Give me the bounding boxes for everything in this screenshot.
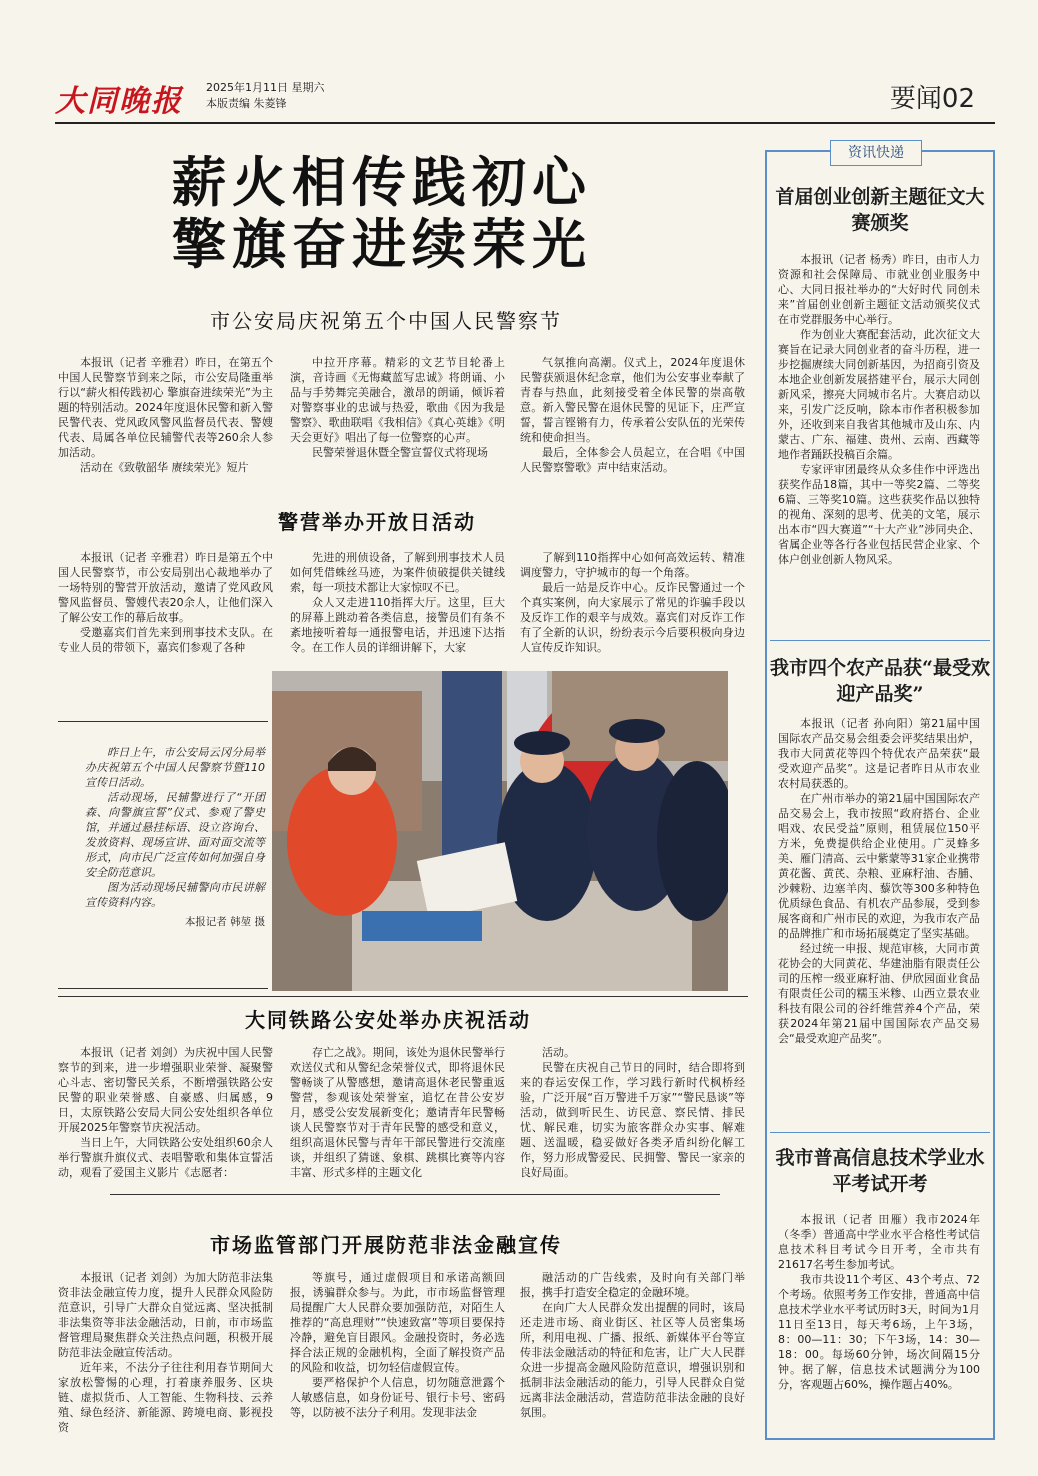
paragraph: 昨日上午，市公安局云冈分局举办庆祝第五个中国人民警察节暨110宣传日活动。 [85, 746, 265, 789]
paragraph: 活动现场，民辅警进行了“开团森、向警旗宣誓”仪式、参观了警史馆，并通过悬挂标语、设立咨询台、发放资料、现场宣讲、面对面交流等形式，向市民广泛宣传如何加强自身安全防范意识。 [85, 791, 265, 879]
page-label: 要闻02 [889, 84, 975, 114]
paragraph: 中拉开序幕。精彩的文艺节目轮番上演，音诗画《无悔藏蓝写忠诚》将朗诵、小品与手势舞完美融合，激昂的朗诵，倾诉着对警察事业的忠诚与热爱，歌曲《因为我是警察》、歌曲联唱《我相信》《真心英雄》《明天会更好》唱出了每一位警察的心声。 [290, 356, 505, 444]
sidebar-story3-body [778, 1212, 980, 1427]
caption-top-rule [58, 721, 268, 722]
lead-col-1-text [58, 355, 273, 475]
railway-col-2 [290, 1045, 505, 1185]
sidebar-story1-title: 首届创业创新主题征文大赛颁奖 [775, 186, 985, 234]
open-day-col-2-text [290, 550, 505, 655]
finance-col-2-text [290, 1270, 505, 1420]
paragraph: 作为创业大赛配套活动，此次征文大赛旨在记录大同创业者的奋斗历程，进一步挖掘赓续大同创新基因，为招商引资及本地企业创新发展搭建平台，展示大同创新风采，擦亮大同城市名片。大赛启动以来，引发广泛反响，除本市作者积极参加外，还收到来自我省其他城市及山东、内蒙古、广东、福建、贵州、云南、西藏等地作者踊跃投稿百余篇。 [778, 328, 980, 461]
paragraph: 本报讯（记者 辛雅君）昨日，在第五个中国人民警察节到来之际，市公安局隆重举行以“薪火相传践初心 擎旗奋进续荣光”为主题的特别活动。2024年度退休民警和新入警民警代表、党风政风警风监督员代表、警嫂代表、局属各单位民辅警代表等260余人参加活动。 [58, 356, 273, 459]
sidebar-rule-2 [770, 1132, 990, 1133]
open-day-col-2 [290, 550, 505, 665]
paragraph: 等旗号，通过虚假项目和承诺高额回报，诱骗群众参与。为此，市市场监督管理局提醒广大人民群众要加强防范，对陌生人推荐的“高息理财”“快速致富”等项目要保持冷静，避免盲目跟风。金融投资时，务必选择合法正规的金融机构，全面了解投资产品的风险和收益，切勿轻信虚假宣传。 [290, 1271, 505, 1374]
newspaper-logo: 大同晚报 [55, 84, 183, 119]
photo-illustration [272, 671, 728, 991]
sidebar-story1-body [778, 252, 980, 632]
photo-credit: 本报记者 韩堃 摄 [184, 916, 265, 928]
masthead [55, 70, 995, 120]
sidebar-story3-text [778, 1212, 980, 1392]
lead-col-2 [290, 355, 505, 485]
paragraph: 本报讯（记者 杨秀）昨日，由市人力资源和社会保障局、市就业创业服务中心、大同日报社举办的“大好时代 同创未来”首届创业创新主题征文活动颁奖仪式在市党群服务中心举行。 [778, 253, 980, 326]
lead-title-line1: 薪火相传践初心 [172, 150, 592, 214]
open-day-col-1 [58, 550, 273, 665]
paragraph: 经过统一申报、规范审核，大同市黄花协会的大同黄花、华建油脂有限责任公司的压榨一级亚麻籽油、伊欣园面业食品有限责任公司的糯玉米糁、山西立景农业科技有限公司的谷纤维营养4个产品，荣获2024年第21届中国国际农产品交易会“最受欢迎产品奖”。 [778, 942, 980, 1045]
lead-title-line2: 擎旗奋进续荣光 [172, 212, 592, 276]
railway-col-3 [520, 1045, 745, 1185]
paragraph: 最后，全体参会人员起立，在合唱《中国人民警察警歌》声中结束活动。 [520, 446, 745, 474]
paragraph: 最后一站是反诈中心。反诈民警通过一个个真实案例，向大家展示了常见的诈骗手段以及反诈工作的艰辛与成效。嘉宾们对反诈工作有了全新的认识，纷纷表示今后要积极向身边人宣传反诈知识。 [520, 581, 745, 654]
paragraph: 在广州市举办的第21届中国国际农产品交易会上，我市按照“政府搭台、企业唱戏、农民受益”原则，租赁展位150平方米，免费提供给企业使用。广灵蜂多美、雁门清高、云中紫蒙等31家企业携带黄花酱、黄芪、杂粮、亚麻籽油、杏脯、沙棘粉、边塞羊肉、藜饮等300多种特色优质绿色食品、有机农产品参展，受到参展客商和广州市民的欢迎，为我市农产品的品牌推广和市场拓展奠定了坚实基础。 [778, 792, 980, 940]
lead-col-3-text [520, 355, 745, 475]
paragraph: 融活动的广告线索，及时向有关部门举报，携手打造安全稳定的金融环境。 [520, 1271, 745, 1299]
caption-bottom-rule [58, 988, 268, 989]
paragraph: 民警荣誉退休暨全警宣誓仪式将现场 [312, 446, 488, 459]
open-day-col-3 [520, 550, 745, 665]
sidebar-story2-text [778, 716, 980, 1046]
railway-col-1 [58, 1045, 273, 1185]
paragraph: 本报讯（记者 刘剑）为加大防范非法集资非法金融宣传力度，提升人民群众风险防范意识，引导广大群众自觉远离、坚决抵制非法集资等非法金融活动，日前，市市场监督管理局聚焦群众关注热点问题，积极开展防范非法金融宣传活动。 [58, 1271, 273, 1359]
paragraph: 图为活动现场民辅警向市民讲解宣传资料内容。 [85, 881, 265, 909]
paragraph: 活动在《致敬韶华 赓续荣光》短片 [80, 461, 249, 474]
paragraph: 本报讯（记者 刘剑）为庆祝中国人民警察节的到来，进一步增强职业荣誉、凝聚警心斗志、密切警民关系，不断增强铁路公安民警的职业荣誉感、自豪感、归属感，9日，太原铁路公安局大同公安处组织各单位开展2025年警察节庆祝活动。 [58, 1046, 273, 1134]
sidebar-tag: 资讯快递 [830, 140, 922, 166]
open-day-title: 警营举办开放日活动 [278, 510, 476, 534]
railway-col-3-text [520, 1045, 745, 1180]
paragraph: 当日上午，大同铁路公安处组织60余人举行警旗升旗仪式、表唱警歌和集体宣誓活动，观看了爱国主义影片《志愿者： [58, 1136, 273, 1179]
sidebar-story2-body [778, 716, 980, 1126]
open-day-col-1-text [58, 550, 273, 655]
lead-col-3 [520, 355, 745, 485]
photo-caption-text [85, 745, 265, 910]
finance-top-rule [110, 1194, 720, 1195]
issue-date: 2025年1月11日 星期六 [206, 81, 325, 94]
paragraph: 要严格保护个人信息，切勿随意泄露个人敏感信息，如身份证号、银行卡号、密码等，以防被不法分子利用。发现非法金 [290, 1376, 505, 1419]
photo-caption [85, 745, 265, 931]
finance-col-1-text [58, 1270, 273, 1435]
sidebar-story3-title: 我市普高信息技术学业水平考试开考 [775, 1147, 985, 1195]
sidebar-story2-title: 我市四个农产品获“最受欢迎产品奖” [770, 657, 990, 705]
masthead-rule [55, 122, 995, 124]
finance-col-3-text [520, 1270, 745, 1420]
paragraph: 在向广大人民群众发出提醒的同时，该局还走进市场、商业街区、社区等人员密集场所，利用电视、广播、报纸、新媒体平台等宣传非法金融活动的特征和危害，让广大人民群众进一步提高金融风险防范意识，增强识别和抵制非法金融活动的能力，引导人民群众自觉远离非法金融活动，营造防范非法金融的良好氛围。 [520, 1301, 745, 1419]
finance-col-3 [520, 1270, 745, 1440]
lead-subtitle: 市公安局庆祝第五个中国人民警察节 [210, 309, 562, 333]
news-photo [272, 671, 728, 991]
paragraph: 本报讯（记者 孙向阳）第21届中国国际农产品交易会组委会评奖结果出炉，我市大同黄花等四个特优农产品荣获“最受欢迎产品奖”。这是记者昨日从市农业农村局获悉的。 [778, 717, 980, 790]
railway-col-2-text [290, 1045, 505, 1180]
paragraph: 气氛推向高潮。仪式上，2024年度退休民警获颁退休纪念章，他们为公安事业奉献了青春与热血，此刻接受着全体民警的崇高敬意。新入警民警在退休民警的见证下，庄严宣誓，誓言铿锵有力，传承着公安队伍的光荣传统和使命担当。 [520, 356, 745, 444]
lead-col-1 [58, 355, 273, 485]
paragraph: 本报讯（记者 田雁）我市2024年（冬季）普通高中学业水平合格性考试信息技术科目考试今日开考，全市共有21617名考生参加考试。 [778, 1213, 980, 1271]
railway-col-1-text [58, 1045, 273, 1180]
open-day-col-3-text [520, 550, 745, 655]
railway-top-rule [58, 996, 748, 997]
paragraph: 我市共设11个考区、43个考点、72个考场。依照考务工作安排，普通高中信息技术学业水平考试历时3天，时间为1月11日至13日，每天考6场，上午3场，8：00—11：30；下午3场，14：30—18：00。每场60分钟，场次间隔15分钟。据了解，信息技术试题满分为100分，客观题占60%，操作题占40%。 [778, 1273, 980, 1391]
sidebar-story1-text [778, 252, 980, 567]
sidebar-rule-1 [770, 640, 990, 641]
paragraph: 专家评审团最终从众多佳作中评选出获奖作品18篇，其中一等奖2篇、二等奖6篇、三等奖10篇。这些获奖作品以独特的视角、深刻的思考、优美的文笔，展示出本市“四大赛道”“十大产业”涉同央企、省属企业等各行各业包括民营企业家、个体户创业创新人物风采。 [778, 463, 980, 566]
paragraph: 活动。 [542, 1046, 575, 1059]
finance-title: 市场监管部门开展防范非法金融宣传 [210, 1233, 562, 1257]
paragraph: 民警在庆祝自己节日的同时，结合即将到来的春运安保工作，学习践行新时代枫桥经验，广泛开展“百万警进千万家”“警民恳谈”等活动，做到听民生、访民意、察民情、排民忧、解民难，切实为旅客群众办实事、解难题、送温暖，稳妥做好各类矛盾纠纷化解工作，努力形成警爱民、民拥警、警民一家亲的良好局面。 [520, 1061, 745, 1179]
railway-title: 大同铁路公安处举办庆祝活动 [245, 1008, 531, 1032]
paragraph: 了解到110指挥中心如何高效运转、精准调度警力，守护城市的每一个角落。 [520, 551, 745, 579]
finance-col-1 [58, 1270, 273, 1440]
paragraph: 众人又走进110指挥大厅。这里，巨大的屏幕上跳动着各类信息，接警员们有条不紊地接听着每一通报警电话，并迅速下达指令。在工作人员的详细讲解下，大家 [290, 596, 505, 654]
date-line [206, 80, 325, 112]
paragraph: 受邀嘉宾们首先来到刑事技术支队。在专业人员的带领下，嘉宾们参观了各种 [58, 626, 273, 654]
paragraph: 本报讯（记者 辛雅君）昨日是第五个中国人民警察节，市公安局别出心裁地举办了一场特别的警营开放活动，邀请了党风政风警风监督员、警嫂代表20余人，让他们深入了解公安工作的幕后故事。 [58, 551, 273, 624]
paragraph: 先进的刑侦设备，了解到刑事技术人员如何凭借蛛丝马迹，为案件侦破提供关键线索，每一项技术都让大家惊叹不已。 [290, 551, 505, 594]
finance-col-2 [290, 1270, 505, 1440]
page-editor: 本版责编 朱菱锋 [206, 97, 287, 110]
paragraph: 近年来，不法分子往往利用春节期间大家放松警惕的心理，打着康养服务、区块链、虚拟货币、人工智能、生物科技、云养殖、绿色经济、新能源、跨境电商、影视投资 [58, 1361, 273, 1434]
paragraph: 存亡之战》。期间，该处为退休民警举行欢送仪式和从警纪念荣誉仪式，即将退休民警畅谈了从警感想，邀请高退休老民警重返警营，参观该处荣誉室，追忆在昔公安岁月，感受公安发展新变化；邀请青年民警畅谈人民警察节对于青年民警的感受和意义，组织高退休民警与青年干部民警进行交流座谈，并组织了猜谜、象棋、跳棋比赛等内容丰富、形式多样的主题文化 [290, 1046, 505, 1179]
lead-col-2-text [290, 355, 505, 460]
